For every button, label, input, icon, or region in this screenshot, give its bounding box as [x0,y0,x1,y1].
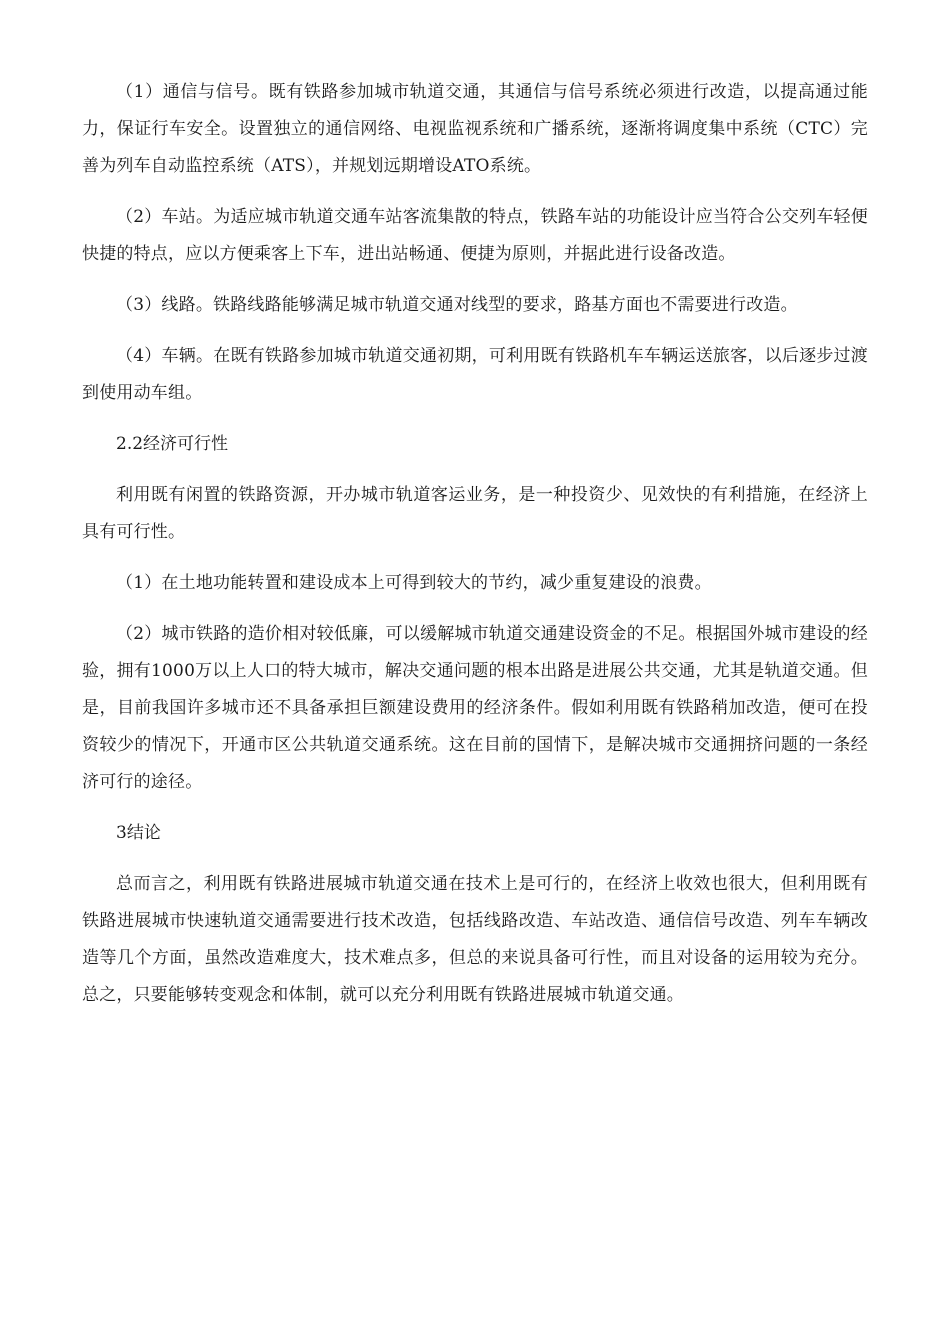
paragraph-city-railway-cost: （2）城市铁路的造价相对较低廉，可以缓解城市轨道交通建设资金的不足。根据国外城市建设的经验，拥有1000万以上人口的特大城市，解决交通问题的根本出路是进展公共交通，尤其是轨道交通。但是，目前我国许多城市还不具备承担巨额建设费用的经济条件。假如利用既有铁路稍加改造，便可在投资较少的情况下，开通市区公共轨道交通系统。这在目前的国情下，是解决城市交通拥挤问题的一条经济可行的途径。 [82,624,868,792]
paragraph-vehicle: （4）车辆。在既有铁路参加城市轨道交通初期，可利用既有铁路机车车辆运送旅客，以后逐步过渡到使用动车组。 [82,346,868,403]
paragraph-economic-intro: 利用既有闲置的铁路资源，开办城市轨道客运业务，是一种投资少、见效快的有利措施，在经济上具有可行性。 [82,485,868,542]
paragraph-line: （3）线路。铁路线路能够满足城市轨道交通对线型的要求，路基方面也不需要进行改造。 [116,295,798,315]
section-heading-economic-feasibility: 2.2经济可行性 [116,434,229,454]
paragraph-land-cost: （1）在土地功能转置和建设成本上可得到较大的节约，减少重复建设的浪费。 [116,573,712,593]
paragraph-station: （2）车站。为适应城市轨道交通车站客流集散的特点，铁路车站的功能设计应当符合公交列车轻便快捷的特点，应以方便乘客上下车，进出站畅通、便捷为原则，并据此进行设备改造。 [82,207,868,264]
paragraph-conclusion: 总而言之，利用既有铁路进展城市轨道交通在技术上是可行的，在经济上收效也很大，但利用既有铁路进展城市快速轨道交通需要进行技术改造，包括线路改造、车站改造、通信信号改造、列车车辆改造等几个方面，虽然改造难度大，技术难点多，但总的来说具备可行性，而且对设备的运用较为充分。总之，只要能够转变观念和体制，就可以充分利用既有铁路进展城市轨道交通。 [82,874,868,1005]
paragraph-communication-signal: （1）通信与信号。既有铁路参加城市轨道交通，其通信与信号系统必须进行改造，以提高通过能力，保证行车安全。设置独立的通信网络、电视监视系统和广播系统，逐渐将调度集中系统（CTC）完善为列车自动监控系统（ATS），并规划远期增设ATO系统。 [82,82,868,176]
document-page [82,74,868,1028]
section-heading-conclusion: 3结论 [116,823,161,843]
